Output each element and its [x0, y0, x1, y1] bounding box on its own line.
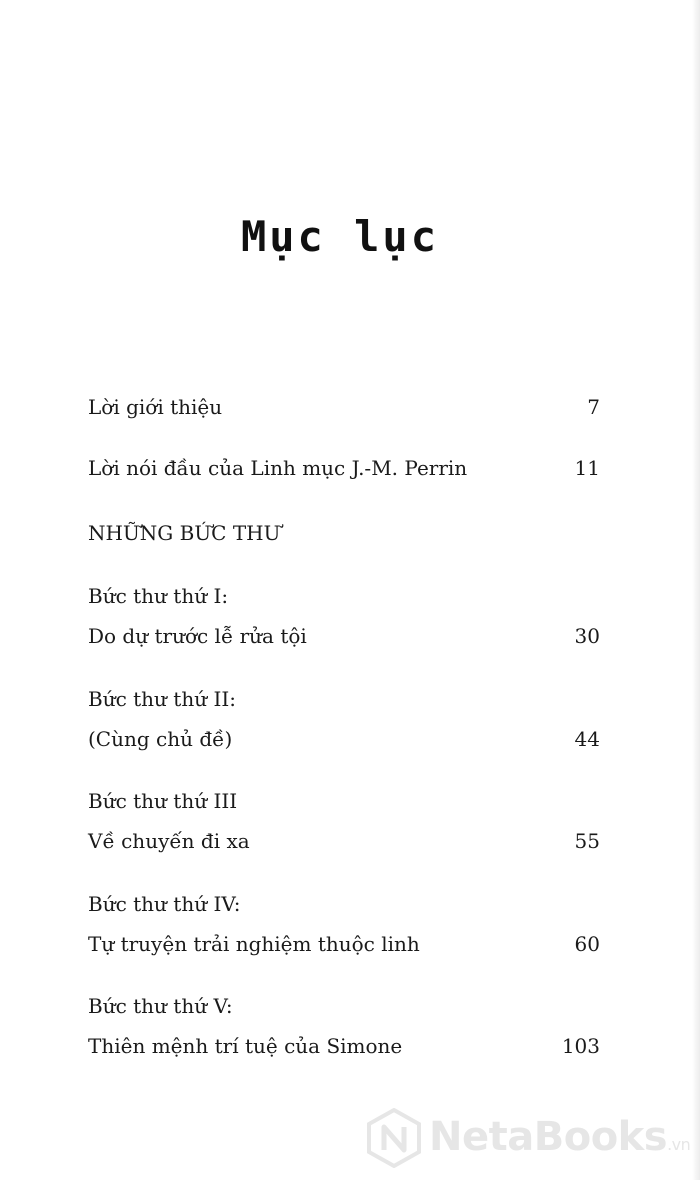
toc-entry-page: 103 [561, 1034, 600, 1058]
watermark-suffix: .vn [667, 1135, 691, 1154]
toc-entry-label: Thiên mệnh trí tuệ của Simone [88, 1034, 403, 1058]
toc-entry [88, 581, 600, 611]
toc-entry-label: Bức thư thứ II: [88, 687, 236, 711]
toc-entry-page: 60 [574, 932, 600, 956]
toc-entry-label: Bức thư thứ IV: [88, 892, 241, 916]
toc-entry [88, 1031, 600, 1061]
toc-entry-label: Bức thư thứ III [88, 789, 238, 813]
toc-entry-page: 7 [587, 395, 600, 419]
toc-entry [88, 826, 600, 856]
toc-entry [88, 392, 600, 422]
toc-entry [88, 621, 600, 651]
toc-entry-label: Lời nói đầu của Linh mục J.-M. Perrin [88, 456, 468, 480]
toc-entry-label: (Cùng chủ đề) [88, 727, 233, 751]
toc-entry [88, 929, 600, 959]
toc-entry [88, 991, 600, 1021]
toc-entry-label: Do dự trước lễ rửa tội [88, 624, 307, 648]
toc-entry-label: Bức thư thứ I: [88, 584, 229, 608]
toc-entry [88, 724, 600, 754]
toc-entry-label: Về chuyến đi xa [88, 829, 250, 853]
toc-entry-page: 11 [574, 456, 600, 480]
toc-entry-page: 55 [574, 829, 600, 853]
page-edge [692, 0, 700, 1180]
watermark [365, 1108, 695, 1172]
toc-entry [88, 889, 600, 919]
toc-entry-label: Lời giới thiệu [88, 395, 223, 419]
page-title: Mục lục [240, 212, 439, 261]
watermark-brand: NetaBooks.vn [429, 1114, 691, 1160]
toc-section-label: NHỮNG BỨC THƯ [88, 521, 281, 545]
toc-entry-label: Tự truyện trải nghiệm thuộc linh [88, 932, 420, 956]
toc-entry-page: 30 [574, 624, 600, 648]
toc-entry [88, 684, 600, 714]
toc-entry [88, 453, 600, 483]
toc-entry-page: 44 [574, 727, 600, 751]
toc-section-heading [88, 518, 600, 548]
toc-entry [88, 786, 600, 816]
toc-entry-label: Bức thư thứ V: [88, 994, 233, 1018]
netabooks-logo-icon [365, 1108, 423, 1168]
